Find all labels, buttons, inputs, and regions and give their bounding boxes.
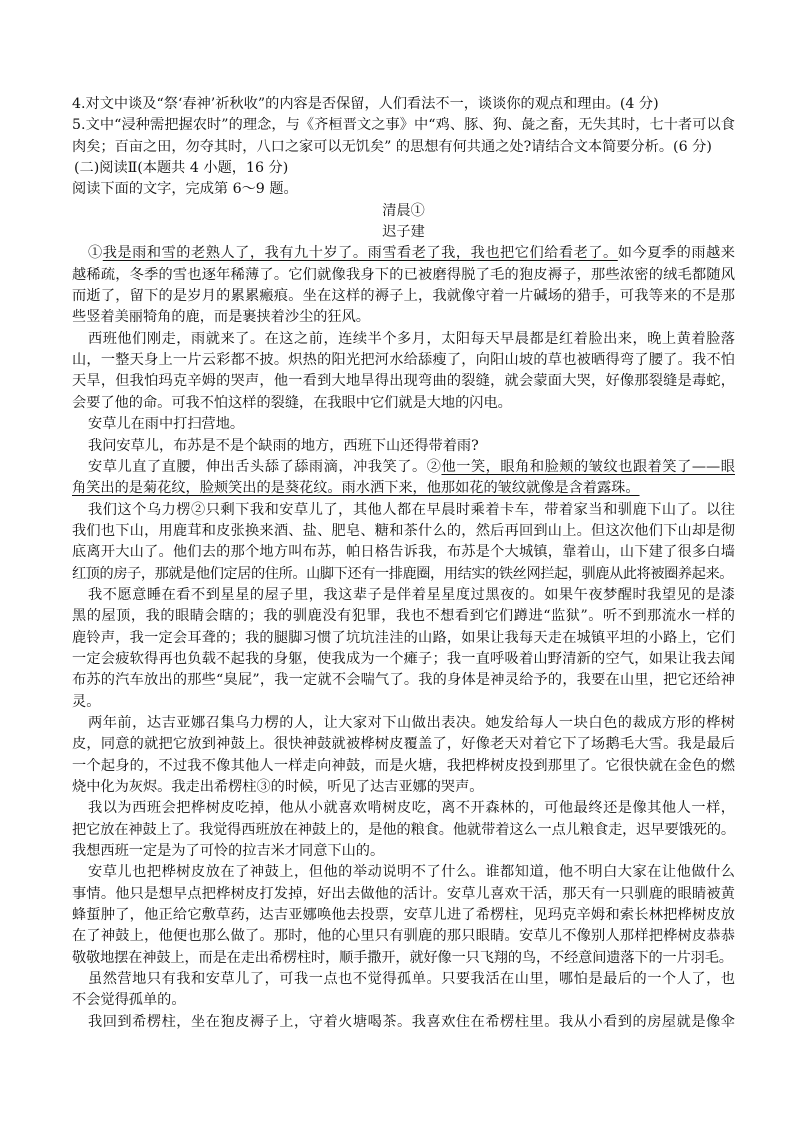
paragraph <box>72 862 735 969</box>
line-text: 我不愿意睡在看不到星星的屋子里，我这辈子是伴着星星度过黑夜的。如果午夜梦醒时我望见的是漆 <box>88 586 735 603</box>
reading-instruction: 阅读下面的文字，完成第 6～9 题。 <box>72 181 298 198</box>
paragraph-line <box>72 862 735 883</box>
paragraph-line <box>72 350 735 371</box>
question-4 <box>72 94 735 115</box>
paragraph-line <box>72 371 735 392</box>
line-text: 一个起身的，不过我不像其他人一样走向神鼓，而是火塘，我把桦树皮投到那里了。它很快就在金色的燃 <box>72 757 735 774</box>
line-text: 在了神鼓上，他便也那么做了。那时，他的心里只有驯鹿的那只眼睛。安草儿不像别人那样把桦树皮恭恭 <box>72 928 735 945</box>
paragraph <box>72 585 735 713</box>
article-body <box>72 243 735 1033</box>
paragraph-line <box>72 649 735 670</box>
paragraph <box>72 969 735 1012</box>
line-text: 会要了他的命。可我不怕这样的裂缝，在我眼中它们就是大地的闪电。 <box>72 394 512 411</box>
line-text: 越稀疏，冬季的雪也逐年稀薄了。它们就像我身下的已被磨得脱了毛的狍皮褥子，那些浓密的绒毛都随风 <box>72 266 735 283</box>
paragraph-line <box>72 265 735 286</box>
line-text: 天旱，但我怕玛克辛姆的哭声，他一看到大地旱得出现弯曲的裂缝，就会蒙面大哭，好像那裂缝是毒蛇， <box>72 373 735 390</box>
line-text: 布苏的汽车放出的那些“臭屁”，我一定就不会喘气了。我的身体是神灵给予的，我要在山里，把它还给神 <box>72 672 735 689</box>
paragraph-line <box>72 734 735 755</box>
line-text: 山，一整天身上一片云彩都不披。炽热的阳光把河水给舔瘦了，向阳山坡的草也被晒得弯了腰了。我不怕 <box>72 352 735 369</box>
paragraph-line <box>72 1012 735 1033</box>
line-text: 鹿铃声，我一定会耳聋的；我的腿脚习惯了坑坑洼洼的山路，如果让我每天走在城镇平坦的小路上，它们 <box>72 629 735 646</box>
line-text: 皮，同意的就把它放到神鼓上。很快神鼓就被桦树皮覆盖了，好像老天对着它下了场鹅毛大雪。我是最后 <box>72 736 735 753</box>
line-text: 西班他们刚走，雨就来了。在这之前，连续半个多月，太阳每天早晨都是红着脸出来，晚上黄着脸落 <box>88 330 735 347</box>
line-text: 如今夏季的雨越来 <box>617 245 735 262</box>
paragraph <box>72 713 735 798</box>
paragraph-line <box>72 798 735 819</box>
paragraph-line <box>72 756 735 777</box>
paragraph-line <box>72 606 735 627</box>
line-text: 灵。 <box>72 693 101 710</box>
paragraph <box>72 1012 735 1033</box>
question-line: 4.对文中谈及“祭‘春神’祈秋收”的内容是否保留，人们看法不一，谈谈你的观点和理由。(4 分) <box>72 96 659 112</box>
underlined-text: 我是雨和雪的老熟人了，我有九十岁了。雨雪看老了我，我也把它们给看老了。 <box>102 245 618 262</box>
line-text: 把它放在神鼓上了。我觉得西班放在神鼓上的，是他的粮食。他就带着这么一点儿粮食走，迟早要饿死的。 <box>72 821 735 838</box>
paragraph-line <box>72 286 735 307</box>
paragraph-line <box>72 436 735 457</box>
line-text: 安草儿直了直腰，伸出舌头舔了舔雨滴，冲我笑了。② <box>88 458 442 475</box>
paragraph-line <box>72 820 735 841</box>
paragraph-line <box>72 307 735 328</box>
paragraph-line <box>72 713 735 734</box>
paragraph-line <box>72 414 735 435</box>
line-text: 我们这个乌力楞②只剩下我和安草儿了，其他人都在早晨时乘着卡车，带着家当和驯鹿下山了。以往 <box>88 501 735 518</box>
line-text: 我们也下山，用鹿茸和皮张换来酒、盐、肥皂、糖和茶什么的，然后再回到山上。但这次他们下山却是彻 <box>72 522 735 539</box>
paragraph-line <box>72 457 735 478</box>
line-text: 黑的屋顶，我的眼睛会瞎的；我的驯鹿没有犯罪，我也不想看到它们蹲进“监狱”。听不到那流水一样的 <box>72 608 735 625</box>
line-text: 安草儿在雨中打扫营地。 <box>88 416 245 433</box>
article-author: 迟子建 <box>382 224 425 241</box>
page-content <box>72 94 735 1033</box>
paragraph <box>72 500 735 585</box>
line-text: 而逝了，留下的是岁月的累累瘢痕。坐在这样的褥子上，我就像守着一片碱场的猎手，可我等来的不是那 <box>72 288 735 305</box>
paragraph-line <box>72 670 735 691</box>
line-text: 些竖着美丽犄角的鹿，而是裹挟着沙尘的狂风。 <box>72 309 370 326</box>
paragraph-line <box>72 905 735 926</box>
line-text: 红顶的房子，那就是他们定居的住所。山脚下还有一排鹿圈，用结实的铁丝网拦起，驯鹿从此将被圈养起来。 <box>72 565 734 582</box>
question-line: 肉矣；百亩之田，勿夺其时，八口之家可以无饥矣” 的思想有何共通之处?请结合文本简要分析。(6 分) <box>72 138 712 155</box>
line-text: 事情。他只是想早点把桦树皮打发掉，好出去做他的活计。安草儿喜欢干活，那天有一只驯鹿的眼睛被黄 <box>72 885 735 902</box>
line-text: 两年前，达吉亚娜召集乌力楞的人，让大家对下山做出表决。她发给每人一块白色的裁成方形的桦树 <box>88 714 735 731</box>
paragraph-line <box>72 926 735 947</box>
paragraph-line <box>72 969 735 990</box>
line-text: ① <box>88 245 103 262</box>
line-text: 安草儿也把桦树皮放在了神鼓上，但他的举动说明不了什么。谁都知道，他不明白大家在让他做什么 <box>88 864 735 881</box>
line-text: 烧中化为灰烬。我走出希楞柱③的时候，听见了达吉亚娜的哭声。 <box>72 779 484 795</box>
paragraph-line <box>72 692 735 713</box>
line-text: 我以为西班会把桦树皮吃掉，他从小就喜欢啃树皮吃，离不开森林的，可他最终还是像其他人一样， <box>88 800 735 817</box>
paragraph-line <box>72 777 735 798</box>
paragraph-line <box>72 393 735 414</box>
line-text: 我问安草儿，布苏是不是个缺雨的地方，西班下山还得带着雨? <box>88 437 479 454</box>
paragraph-line <box>72 628 735 649</box>
line-text: 虽然营地只有我和安草儿了，可我一点也不觉得孤单。只要我活在山里，哪怕是最后的一个人了，也 <box>88 971 735 988</box>
paragraph-line <box>72 990 735 1011</box>
line-text: 我回到希楞柱，坐在狍皮褥子上，守着火塘喝茶。我喜欢住在希楞柱里。我从小看到的房屋就是像伞 <box>88 1013 735 1030</box>
line-text: 不会觉得孤单的。 <box>72 992 186 1009</box>
line-text: 蜂蜇肿了，他正给它敷草药，达吉亚娜唤他去投票，安草儿进了希楞柱，见玛克辛姆和索长林把桦树皮放 <box>72 907 735 924</box>
paragraph <box>72 457 735 500</box>
paragraph-line <box>72 243 735 264</box>
paragraph-line <box>72 329 735 350</box>
paragraph <box>72 436 735 457</box>
question-5 <box>72 115 735 158</box>
line-text: 敬敬地摆在神鼓上，而是在走出希楞柱时，顺手撒开，就好像一只飞翔的鸟，不经意间遗落下的一片羽毛。 <box>72 949 733 966</box>
paragraph-line <box>72 542 735 563</box>
line-text: 我想西班一定是为了可怜的拉吉米才同意下山的。 <box>72 843 385 860</box>
paragraph <box>72 798 735 862</box>
section-heading: (二)阅读Ⅱ(本题共 4 小题，16 分) <box>74 160 289 177</box>
paragraph <box>72 243 735 328</box>
paragraph-line <box>72 948 735 969</box>
line-text: 底离开大山了。他们去的那个地方叫布苏，帕日格告诉我，布苏是个大城镇，靠着山，山下建了很多白墙 <box>72 544 735 561</box>
paragraph-line <box>72 884 735 905</box>
article-title: 清晨① <box>382 202 425 219</box>
paragraph-line <box>72 564 735 585</box>
paragraph-line <box>72 478 735 499</box>
paragraph-line <box>72 585 735 606</box>
line-text: 一定会疲软得再也负载不起我的身躯，使我成为一个瘫子；我一直呼吸着山野清新的空气，如果让我去闻 <box>72 650 735 667</box>
paragraph <box>72 329 735 414</box>
paragraph-line <box>72 521 735 542</box>
question-line: 5.文中“浸种需把握农时”的理念，与《齐桓晋文之事》中“鸡、豚、狗、彘之畜，无失其时，七十者可以食 <box>72 117 735 134</box>
paragraph-line <box>72 841 735 862</box>
paragraph <box>72 414 735 435</box>
underlined-text: 他一笑，眼角和脸颊的皱纹也跟着笑了——眼 <box>441 458 735 475</box>
underlined-text: 角笑出的是菊花纹，脸颊笑出的是葵花纹。雨水洒下来，他那如花的皱纹就像是含着露珠。 <box>72 480 640 497</box>
paragraph-line <box>72 500 735 521</box>
